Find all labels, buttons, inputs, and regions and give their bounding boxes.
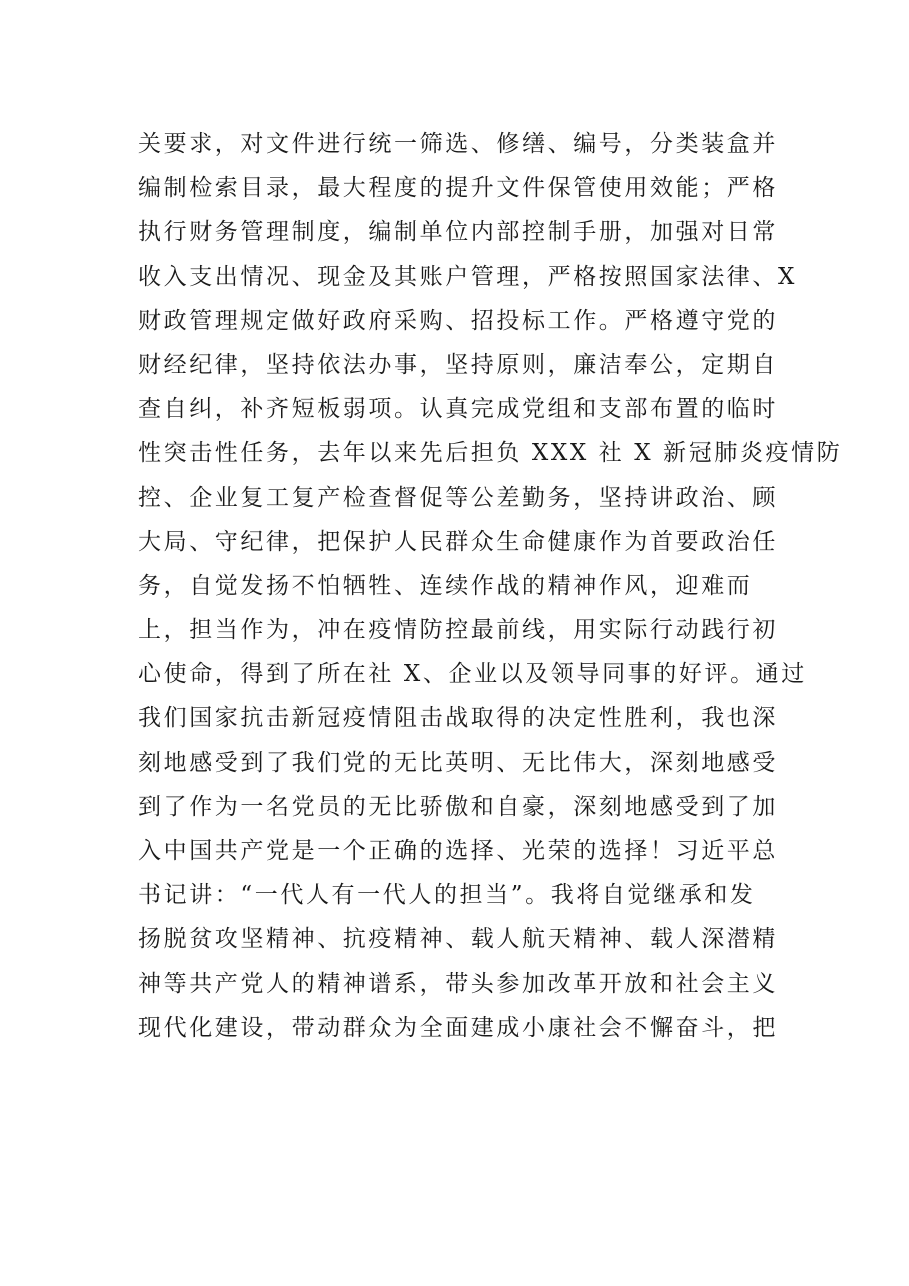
text-line: 性突击性任务，去年以来先后担负 XXX 社 X 新冠肺炎疫情防 [138,440,843,467]
text-line: 大局、守纪律，把保护人民群众生命健康作为首要政治任 [138,528,778,555]
text-line: 执行财务管理制度，编制单位内部控制手册，加强对日常 [138,219,778,246]
text-line: 现代化建设，带动群众为全面建成小康社会不懈奋斗，把 [138,1014,778,1041]
text-line: 入中国共产党是一个正确的选择、光荣的选择！习近平总 [138,838,778,864]
text-line: 关要求，对文件进行统一筛选、修缮、编号，分类装盒并 [138,131,778,157]
text-line: 编制检索目录，最大程度的提升文件保管使用效能；严格 [138,175,778,202]
body-paragraph [138,122,843,1050]
text-line: 我们国家抗击新冠疫情阻击战取得的决定性胜利，我也深 [138,705,778,732]
text-line: 书记讲：“一代人有一代人的担当”。我将自觉继承和发 [138,882,756,909]
text-line: 查自纠，补齐短板弱项。认真完成党组和支部布置的临时 [138,396,778,423]
text-line: 上，担当作为，冲在疫情防控最前线，用实际行动践行初 [138,617,778,644]
text-line: 扬脱贫攻坚精神、抗疫精神、载人航天精神、载人深潜精 [138,926,778,953]
text-line: 神等共产党人的精神谱系，带头参加改革开放和社会主义 [138,970,778,997]
text-line: 财经纪律，坚持依法办事，坚持原则，廉洁奉公，定期自 [138,351,778,378]
text-line: 刻地感受到了我们党的无比英明、无比伟大，深刻地感受 [138,749,778,776]
text-line: 控、企业复工复产检查督促等公差勤务，坚持讲政治、顾 [138,484,778,511]
text-line: 财政管理规定做好政府采购、招投标工作。严格遵守党的 [138,307,778,334]
text-line: 心使命，得到了所在社 X、企业以及领导同事的好评。通过 [138,661,807,688]
text-line: 收入支出情况、现金及其账户管理，严格按照国家法律、X [138,263,797,290]
text-line: 务，自觉发扬不怕牺牲、连续作战的精神作风，迎难而 [138,572,753,599]
text-line: 到了作为一名党员的无比骄傲和自豪，深刻地感受到了加 [138,793,778,820]
